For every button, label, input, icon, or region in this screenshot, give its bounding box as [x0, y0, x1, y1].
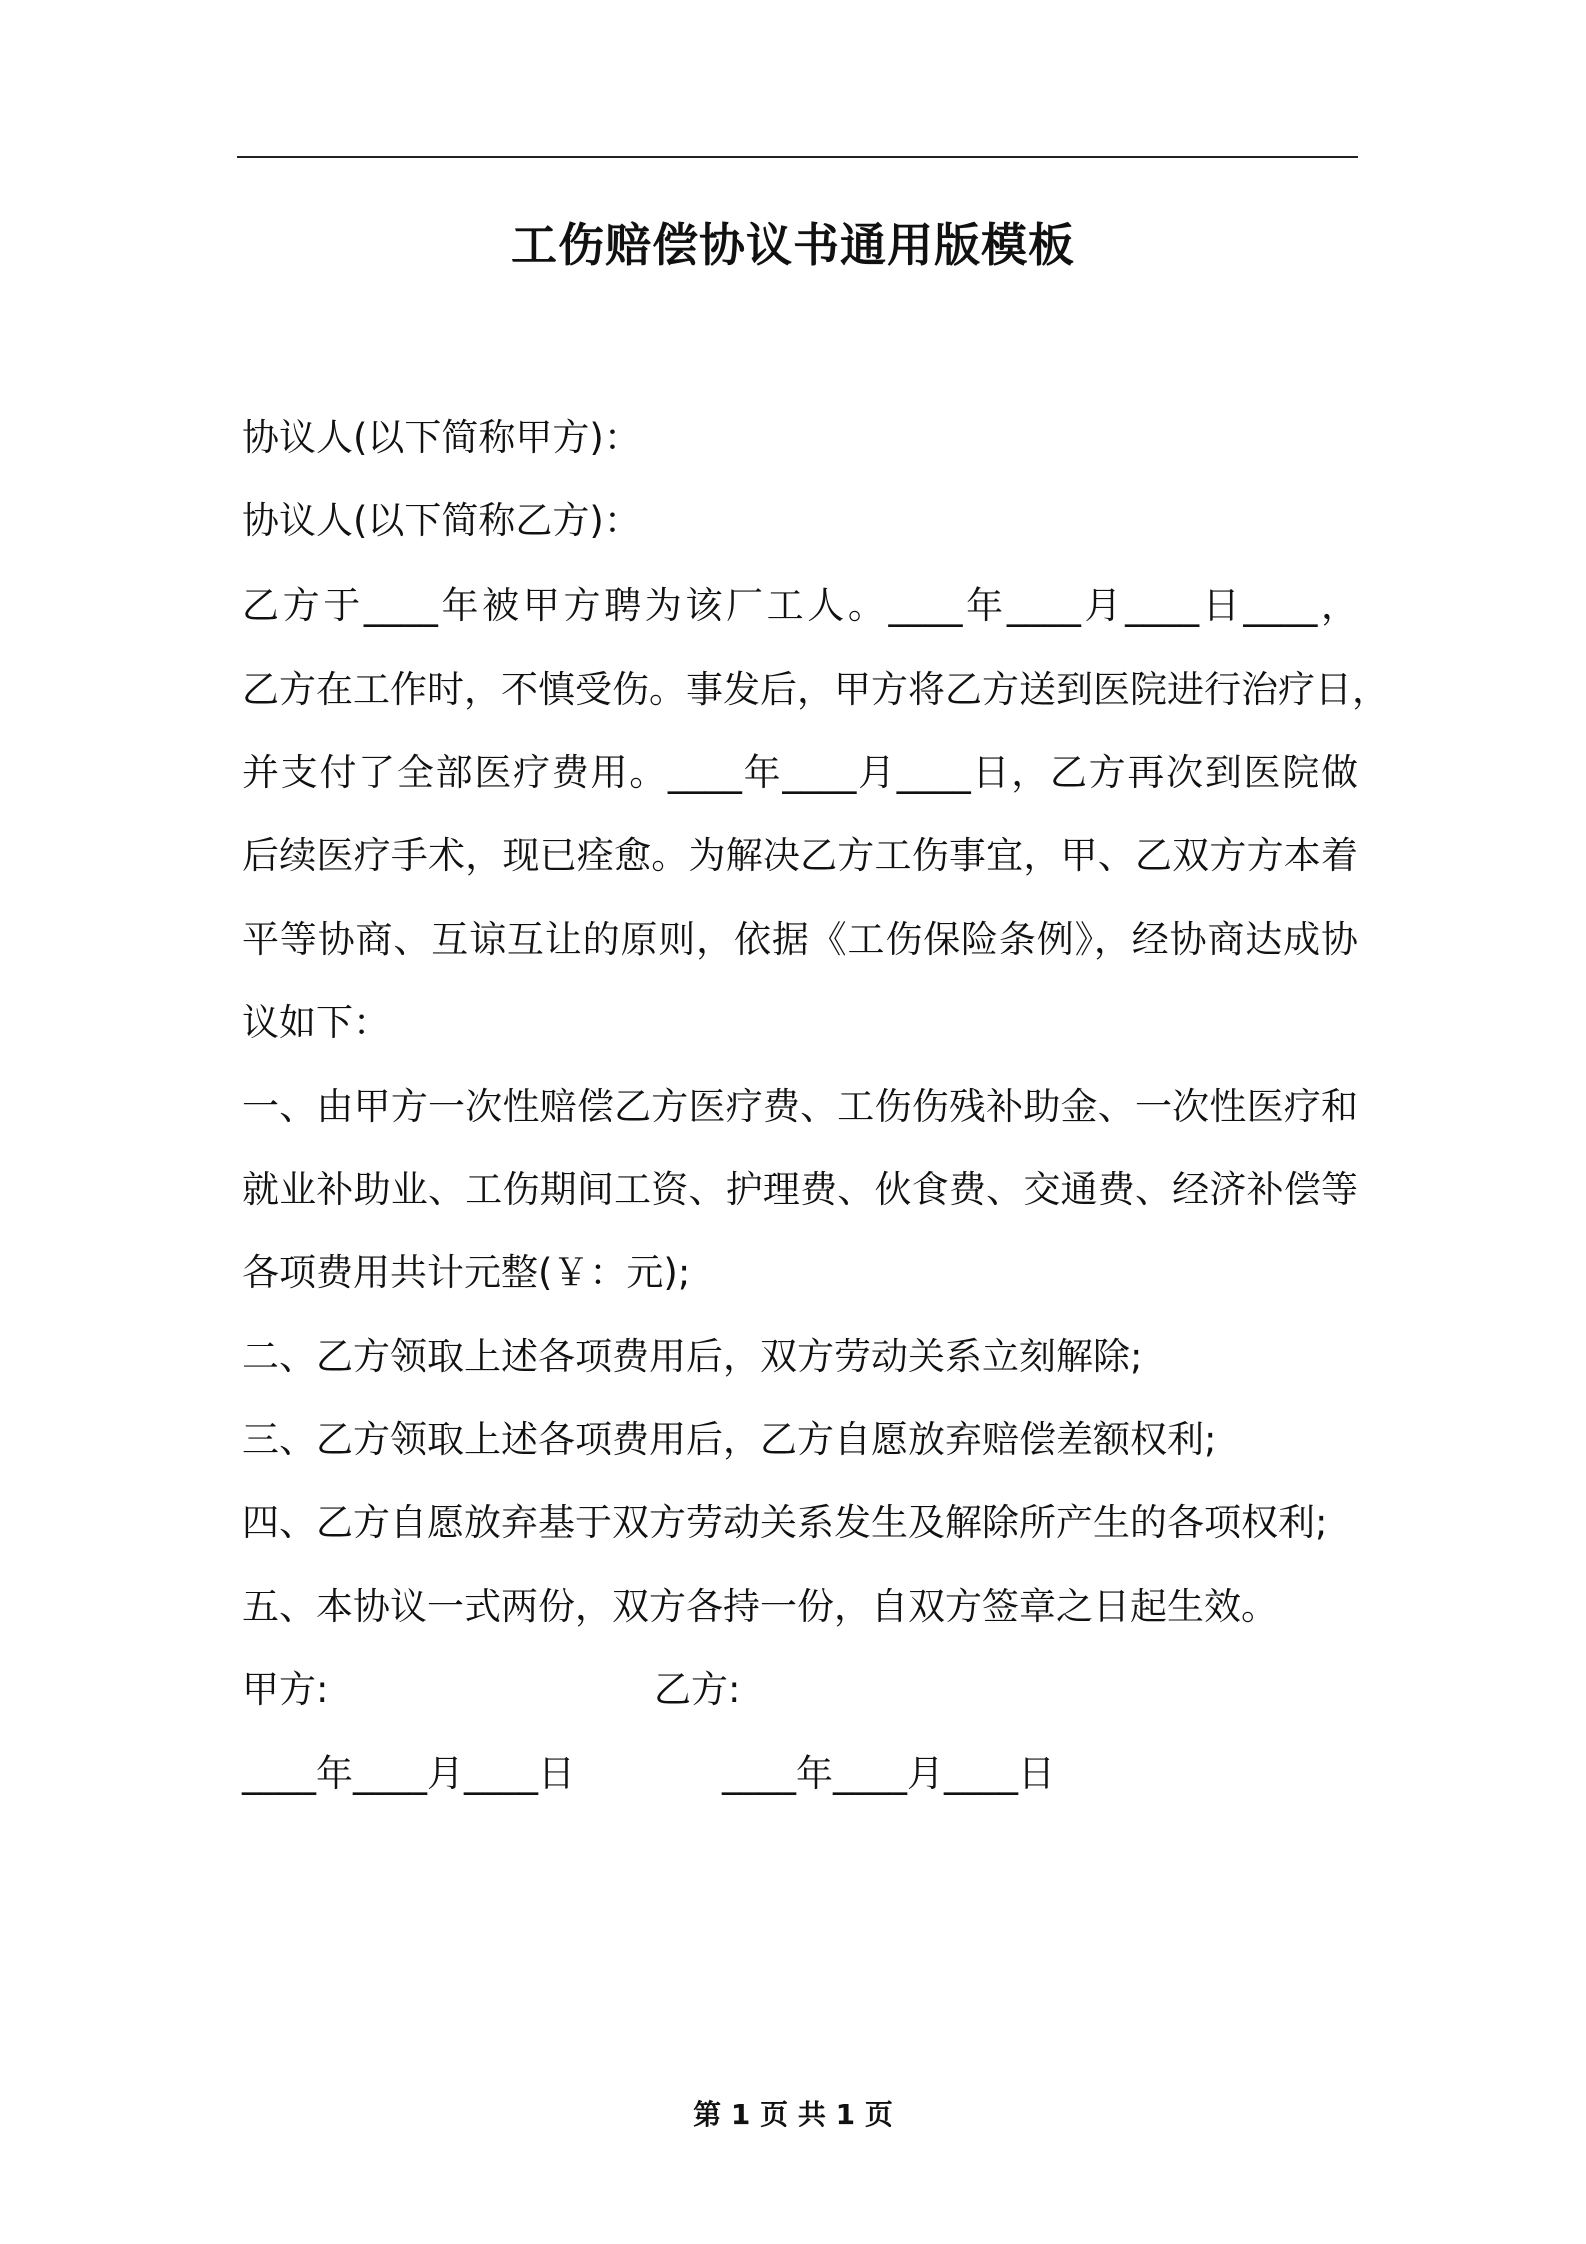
- party-a-line: 协议人(以下简称甲方)：: [242, 416, 641, 459]
- party-a-signature-label: 甲方:: [242, 1668, 329, 1711]
- body-line: 议如下：: [242, 1001, 390, 1044]
- header-divider: [237, 156, 1358, 158]
- body-line: 并支付了全部医疗费用。____年____月____日，乙方再次到医院做: [242, 751, 1358, 794]
- party-b-signature-label: 乙方:: [654, 1668, 741, 1711]
- clause-line: 就业补助业、工伤期间工资、护理费、伙食费、交通费、经济补偿等: [242, 1168, 1358, 1211]
- body-line: 后续医疗手术，现已痊愈。为解决乙方工伤事宜，甲、乙双方方本着: [242, 834, 1358, 877]
- party-b-date: ____年____月____日: [722, 1752, 1055, 1795]
- body-line: 平等协商、互谅互让的原则，依据《工伤保险条例》，经协商达成协: [242, 918, 1358, 961]
- body-line: 乙方在工作时，不慎受伤。事发后，甲方将乙方送到医院进行治疗日，: [242, 668, 1389, 711]
- clause-line: 一、由甲方一次性赔偿乙方医疗费、工伤伤残补助金、一次性医疗和: [242, 1085, 1358, 1128]
- body-line: 乙方于____年被甲方聘为该厂工人。____年____月____日____，: [242, 584, 1358, 627]
- clause-line: 五、本协议一式两份，双方各持一份，自双方签章之日起生效。: [242, 1585, 1278, 1628]
- party-b-line: 协议人(以下简称乙方)：: [242, 499, 641, 542]
- document-title: 工伤赔偿协议书通用版模板: [511, 218, 1075, 272]
- page-number-footer: 第 1 页 共 1 页: [693, 2098, 893, 2131]
- clause-line: 四、乙方自愿放弃基于双方劳动关系发生及解除所产生的各项权利;: [242, 1501, 1328, 1544]
- clause-line: 各项费用共计元整(￥：元);: [242, 1251, 691, 1294]
- clause-line: 二、乙方领取上述各项费用后，双方劳动关系立刻解除;: [242, 1335, 1143, 1378]
- clause-line: 三、乙方领取上述各项费用后，乙方自愿放弃赔偿差额权利;: [242, 1418, 1217, 1461]
- party-a-date: ____年____月____日: [242, 1752, 575, 1795]
